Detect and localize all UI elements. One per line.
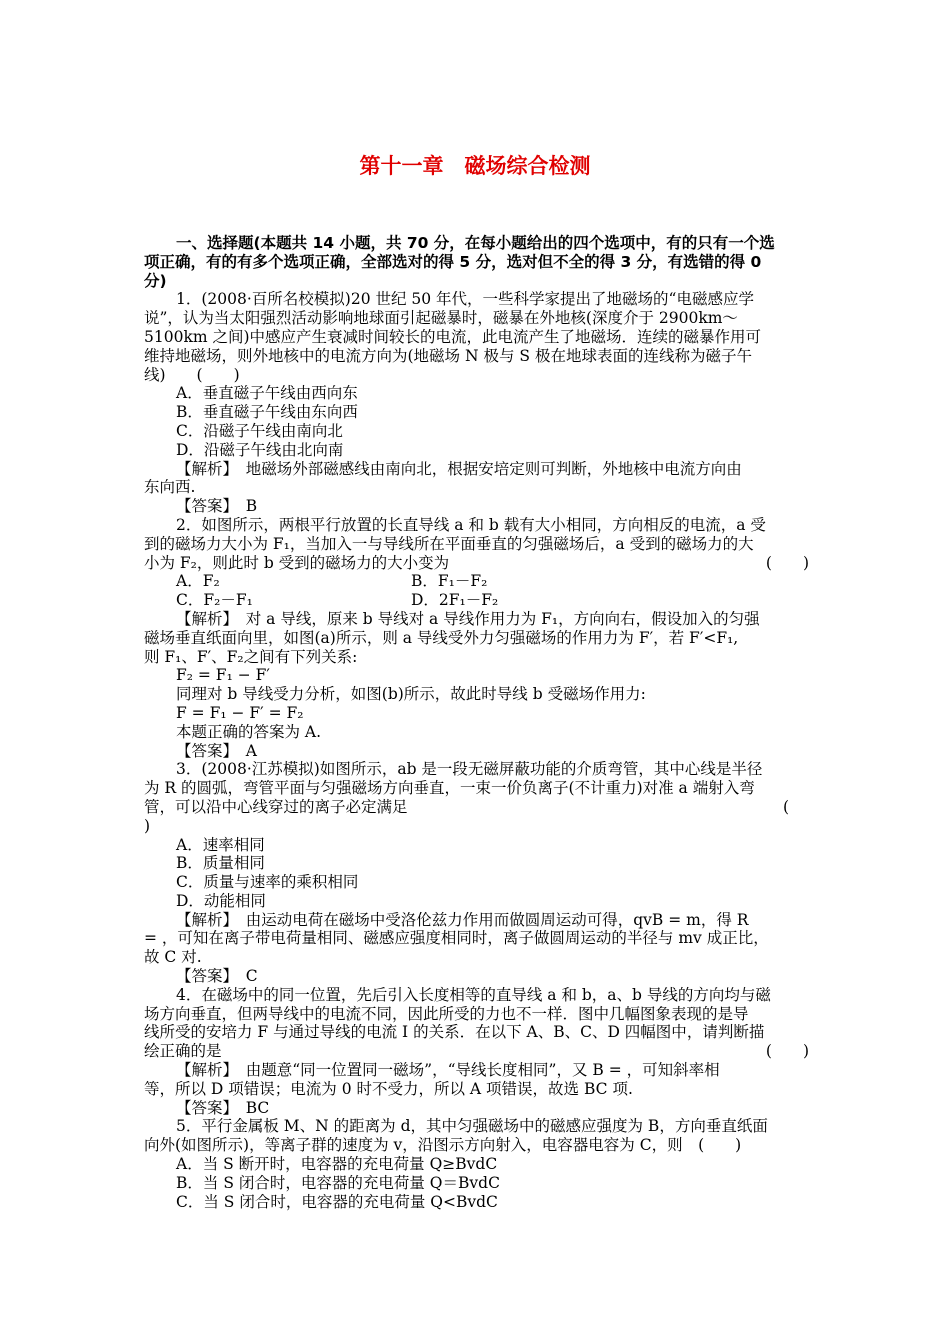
document-body [144,234,809,1211]
question-2-analysis: 本题正确的答案为 A. [176,722,322,741]
question-3-analysis: = ，可知在离子带电荷量相同、磁感应强度相同时，离子做圆周运动的半径与 mv 成正比， [144,929,769,948]
question-1-line: 维持地磁场，则外地核中的电流方向为(地磁场 N 极与 S 极在地球表面的连线称为磁子午 [144,346,752,365]
question-5-line: 5．平行金属板 M、N 的距离为 d，其中匀强磁场中的磁感应强度为 B，方向垂直纸面 [176,1117,768,1136]
question-2-option-a: A．F₂ [176,572,220,591]
question-1-option: B．垂直磁子午线由东向西 [176,403,358,422]
question-1-answer: 【答案】 B [176,497,258,516]
question-2-analysis: 同理对 b 导线受力分析，如图(b)所示，故此时导线 b 受磁场作用力: [176,685,646,704]
question-3-option: D．动能相同 [176,891,266,910]
chapter-title: 第十一章 磁场综合检测 [359,154,591,178]
question-4-line: 4．在磁场中的同一位置，先后引入长度相等的直导线 a 和 b，a、b 导线的方向均与磁 [176,985,771,1004]
question-2-stem-end: 小为 F₂，则此时 b 受到的磁场力的大小变为 [144,553,450,572]
answer-bracket-open: ( [782,797,789,816]
question-5-option: C．当 S 闭合时，电容器的充电荷量 Q<BvdC [176,1192,498,1211]
question-1-line: 线) ( ) [144,365,240,384]
question-1-analysis: 东向西. [144,478,196,497]
question-2-equation: F = F₁ − F′ = F₂ [176,703,304,722]
question-2-analysis: 则 F₁、F′、F₂之间有下列关系: [144,647,358,666]
section-header-line: 分) [144,271,167,290]
question-3-line: 3．(2008·江苏模拟)如图所示，ab 是一段无磁屏蔽功能的介质弯管，其中心线是半径 [176,760,763,779]
question-2-options-row [144,572,809,591]
question-4-analysis: 等，所以 D 项错误；电流为 0 时不受力，所以 A 项错误，故选 BC 项. [144,1079,633,1098]
question-2-equation: F₂ = F₁ − F′ [176,666,270,685]
question-5-line: 向外(如图所示)，等离子群的速度为 v，沿图示方向射入，电容器电容为 C，则 ( ) [144,1136,742,1155]
question-2-line: 到的磁场力大小为 F₁，当加入一与导线所在平面垂直的匀强磁场后，a 受到的磁场力的大 [144,534,754,553]
question-4-stem-end: 绘正确的是 [144,1042,222,1061]
question-3-option: B．质量相同 [176,854,265,873]
answer-bracket: ( ) [765,1042,809,1061]
question-1-option: D．沿磁子午线由北向南 [176,440,344,459]
question-2-option-b: B．F₁－F₂ [411,572,488,591]
question-2-line: 2．如图所示，两根平行放置的长直导线 a 和 b 载有大小相同，方向相反的电流，a 受 [176,515,766,534]
question-1-line: 说”，认为当太阳强烈活动影响地球面引起磁暴时，磁暴在外地核(深度介于 2900km～ [144,309,738,328]
question-1-analysis: 【解析】 地磁场外部磁感线由南向北，根据安培定则可判断，外地核中电流方向由 [176,459,742,478]
question-3-option: A．速率相同 [176,835,265,854]
question-2-line [144,554,809,573]
question-1-line: 5100km 之间)中感应产生衰减时间较长的电流，此电流产生了地磁场．连续的磁暴作用可 [144,327,762,346]
question-4-analysis: 【解析】 由题意“同一位置同一磁场”，“导线长度相同”，又 B = ，可知斜率相 [176,1061,720,1080]
question-2-analysis: 【解析】 对 a 导线，原来 b 导线对 a 导线作用力为 F₁，方向向右，假设加入的匀强 [176,609,760,628]
question-3-line [144,798,809,817]
question-4-line [144,1042,809,1061]
section-header-line: 项正确，有的有多个选项正确，全部选对的得 5 分，选对但不全的得 3 分，有选错的得 0 [144,252,762,271]
answer-bracket: ( ) [765,553,809,572]
question-3-answer: 【答案】 C [176,967,258,986]
question-4-answer: 【答案】 BC [176,1098,270,1117]
question-3-analysis: 故 C 对. [144,948,202,967]
section-header-line: 一、选择题(本题共 14 小题，共 70 分，在每小题给出的四个选项中，有的只有一个选 [176,234,775,252]
question-2-options-row [144,591,809,610]
question-2-answer: 【答案】 A [176,741,257,760]
question-5-option: A．当 S 断开时，电容器的充电荷量 Q≥BvdC [176,1155,498,1174]
question-3-analysis: 【解析】 由运动电荷在磁场中受洛伦兹力作用而做圆周运动可得，qvB = m，得 R [176,910,749,929]
answer-bracket-close: ) [144,816,151,835]
question-2-option-d: D．2F₁－F₂ [411,591,499,610]
question-2-option-c: C．F₂－F₁ [176,591,253,610]
question-2-analysis: 磁场垂直纸面向里，如图(a)所示，则 a 导线受外力匀强磁场的作用力为 F′，若 F′<F₁, [144,628,739,647]
question-3-line: 为 R 的圆弧，弯管平面与匀强磁场方向垂直，一束一价负离子(不计重力)对准 a 端射入弯 [144,779,755,798]
question-5-option: B．当 S 闭合时，电容器的充电荷量 Q＝BvdC [176,1173,500,1192]
question-3-option: C．质量与速率的乘积相同 [176,873,359,892]
question-3-stem-end: 管，可以沿中心线穿过的离子必定满足 [144,797,408,816]
question-1-option: C．沿磁子午线由南向北 [176,421,343,440]
question-4-line: 线所受的安培力 F 与通过导线的电流 I 的关系．在以下 A、B、C、D 四幅图中，请判断描 [144,1023,765,1042]
question-1-option: A．垂直磁子午线由西向东 [176,384,358,403]
question-4-line: 场方向垂直，但两导线中的电流不同，因此所受的力也不一样．图中几幅图象表现的是导 [144,1004,749,1023]
question-1-line: 1．(2008·百所名校模拟)20 世纪 50 年代，一些科学家提出了地磁场的“电磁感应学 [176,290,754,309]
